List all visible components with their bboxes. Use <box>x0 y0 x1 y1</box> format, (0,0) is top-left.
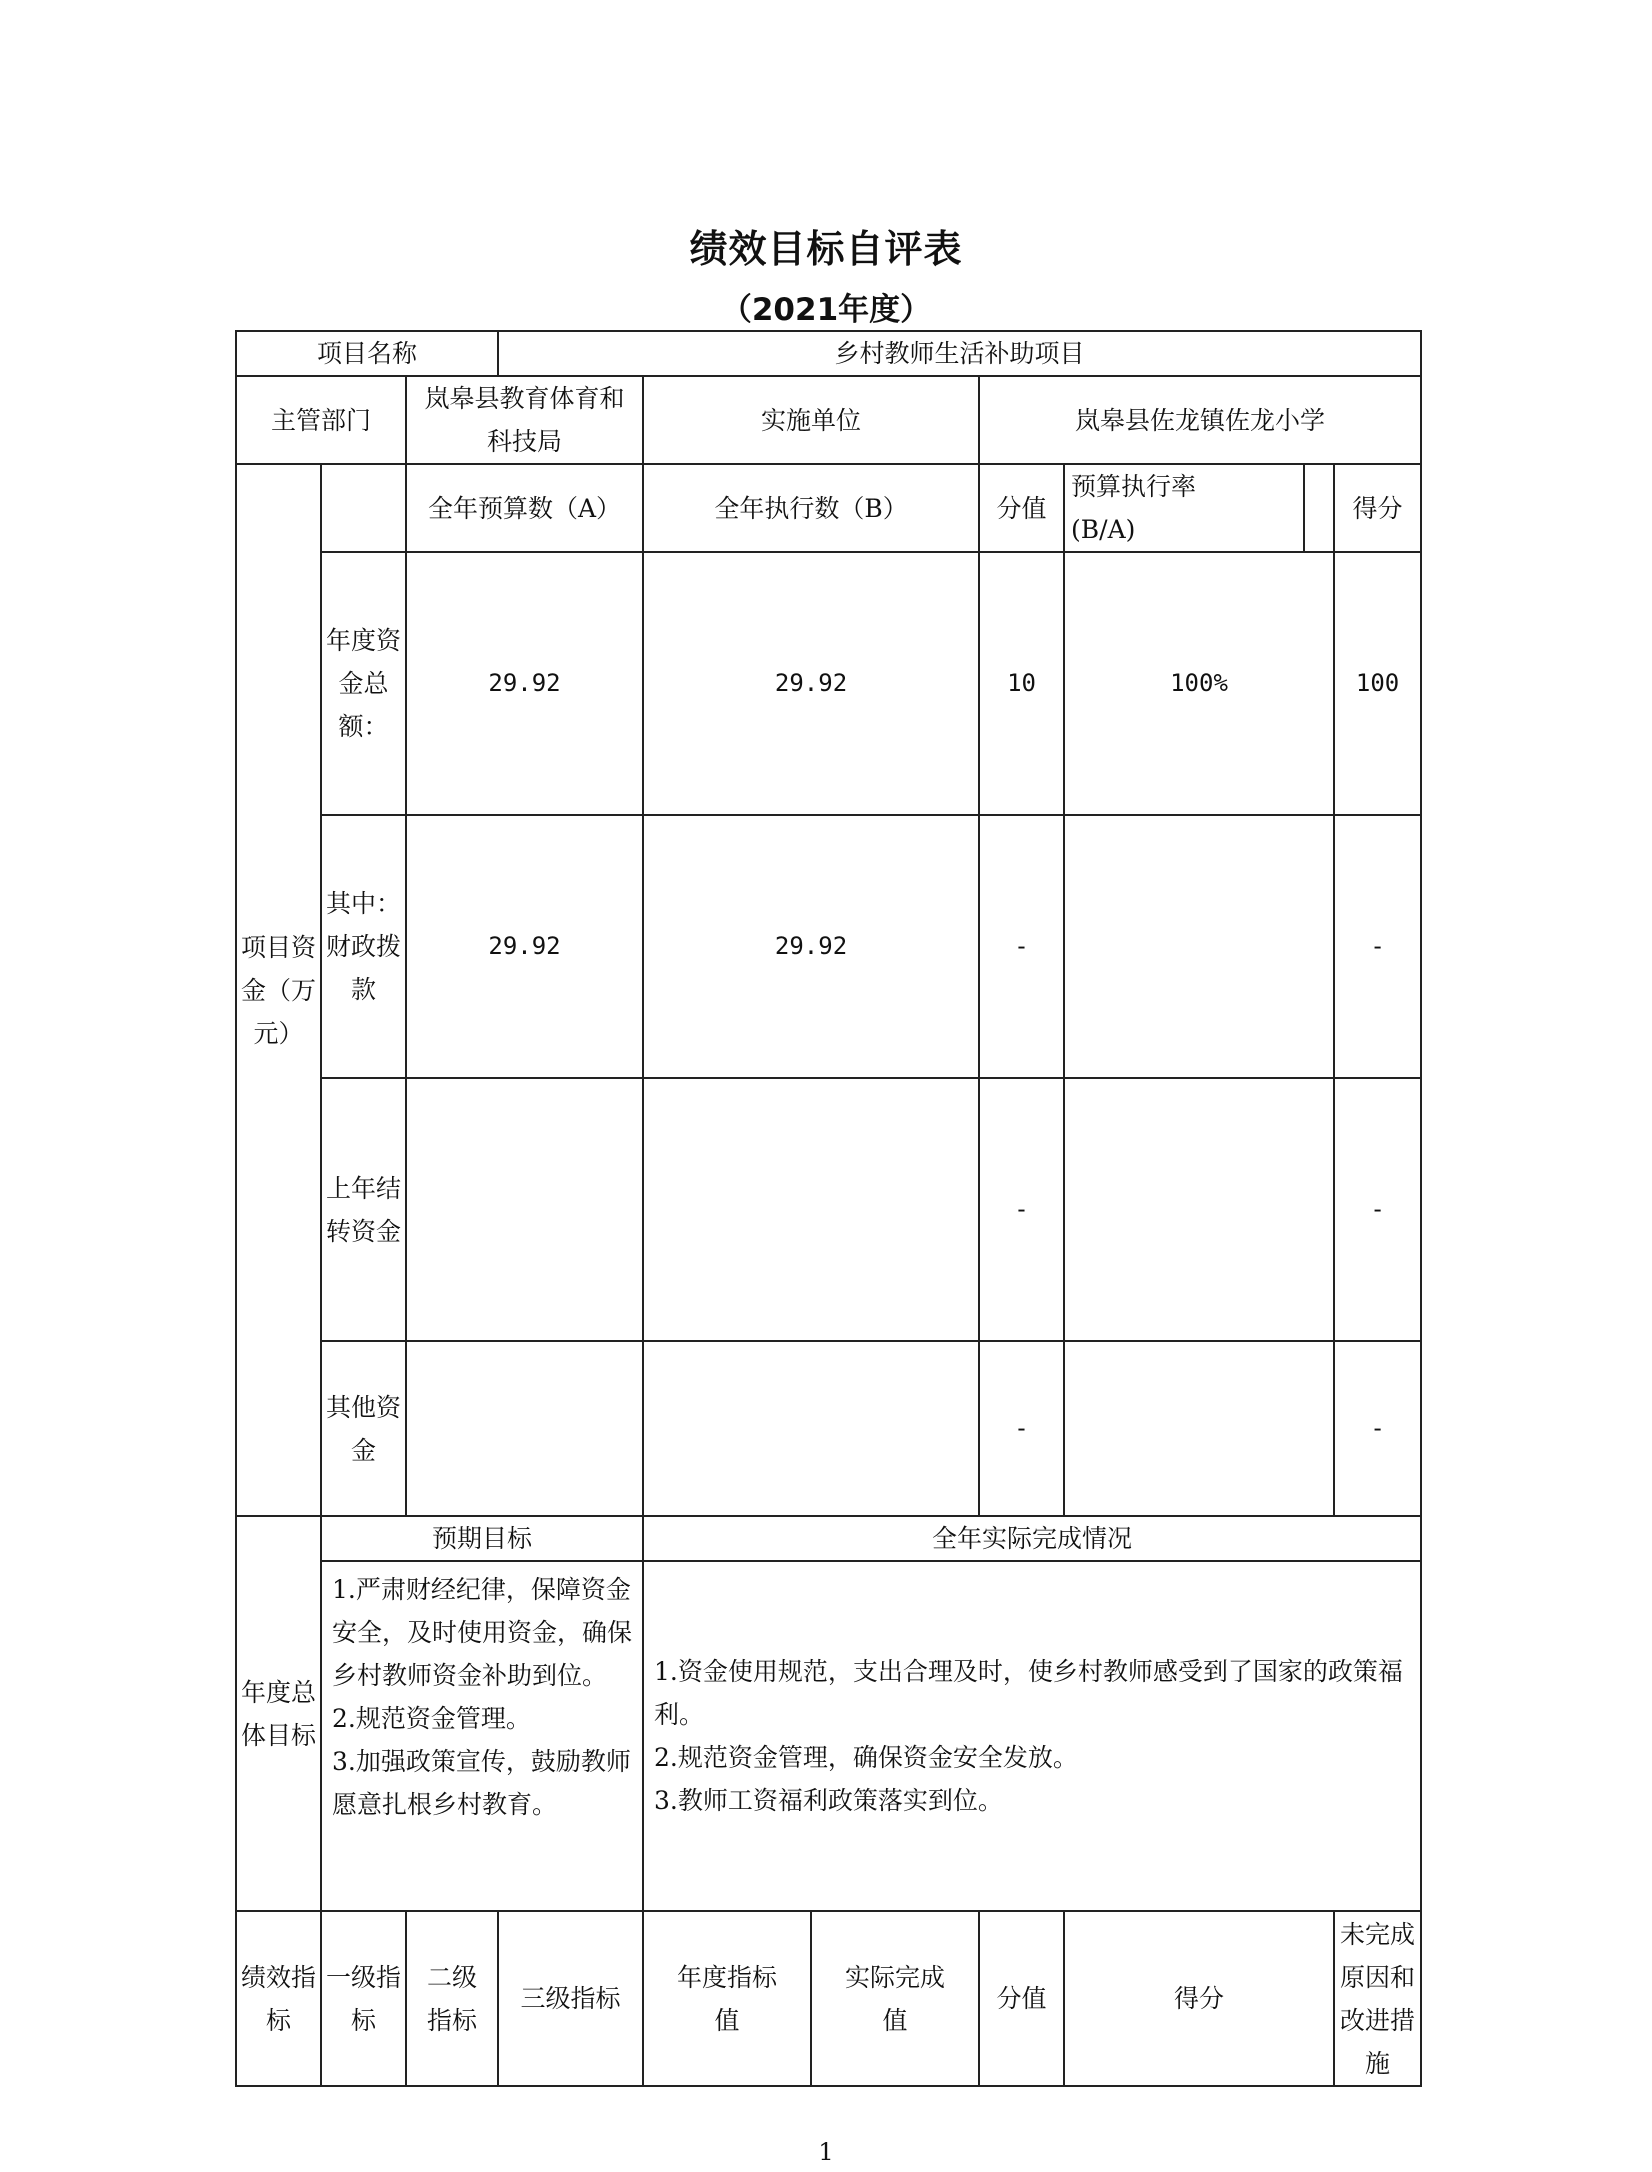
funds-row <box>236 815 1421 1078</box>
funds-row-budget <box>406 1078 643 1341</box>
actual-completion-item: 2.规范资金管理，确保资金安全发放。 <box>654 1743 1078 1772</box>
expected-goal-item: 3.加强政策宣传，鼓励教师愿意扎根乡村教育。 <box>332 1747 631 1819</box>
funds-row-rate <box>1064 815 1334 1078</box>
expected-goals-header: 预期目标 <box>321 1516 643 1561</box>
expected-goals-text <box>321 1561 643 1911</box>
funds-row-score: - <box>1334 1078 1421 1341</box>
impl-unit-label: 实施单位 <box>643 376 979 464</box>
funds-row-rate <box>1064 1341 1334 1516</box>
funds-header-blank <box>321 464 406 552</box>
funds-side-label: 项目资金（万元） <box>236 464 321 1516</box>
dept-value: 岚皋县教育体育和科技局 <box>406 376 643 464</box>
actual-completion-header: 全年实际完成情况 <box>643 1516 1421 1561</box>
budget-header: 全年预算数（A） <box>406 464 643 552</box>
level2-indicator-header: 二级指标 <box>406 1911 498 2086</box>
funds-row-score-value: 10 <box>979 552 1064 815</box>
funds-row <box>236 1341 1421 1516</box>
actual-completion-text <box>643 1561 1421 1911</box>
funds-row-score: 100 <box>1334 552 1421 815</box>
funds-row-label: 年度资金总额： <box>321 552 406 815</box>
funds-row-label: 上年结转资金 <box>321 1078 406 1341</box>
reason-header: 未完成原因和改进措施 <box>1334 1911 1421 2086</box>
dept-label: 主管部门 <box>236 376 406 464</box>
funds-row-budget: 29.92 <box>406 815 643 1078</box>
funds-row-rate <box>1064 1078 1334 1341</box>
target-value-header: 年度指标值 <box>643 1911 811 2086</box>
funds-row-executed: 29.92 <box>643 815 979 1078</box>
indicator-score-header: 得分 <box>1064 1911 1334 2086</box>
indicator-score-value-header: 分值 <box>979 1911 1064 2086</box>
rate-header: 预算执行率 (B/A) <box>1064 464 1304 552</box>
score-value-header: 分值 <box>979 464 1064 552</box>
indicators-side-label: 绩效指标 <box>236 1911 321 2086</box>
level3-indicator-header: 三级指标 <box>498 1911 643 2086</box>
funds-row-score: - <box>1334 1341 1421 1516</box>
funds-row-score-value: - <box>979 1341 1064 1516</box>
funds-header-row <box>236 464 1421 552</box>
funds-row <box>236 552 1421 815</box>
funds-row <box>236 1078 1421 1341</box>
funds-row-score-value: - <box>979 815 1064 1078</box>
funds-row-score: - <box>1334 815 1421 1078</box>
department-row <box>236 376 1421 464</box>
funds-row-score-value: - <box>979 1078 1064 1341</box>
funds-row-label: 其他资金 <box>321 1341 406 1516</box>
impl-unit-value: 岚皋县佐龙镇佐龙小学 <box>979 376 1421 464</box>
actual-completion-item: 1.资金使用规范，支出合理及时，使乡村教师感受到了国家的政策福利。 <box>654 1657 1403 1729</box>
funds-row-budget: 29.92 <box>406 552 643 815</box>
actual-completion-item: 3.教师工资福利政策落实到位。 <box>654 1786 1003 1815</box>
funds-row-label: 其中：财政拨款 <box>321 815 406 1078</box>
score-header: 得分 <box>1334 464 1421 552</box>
funds-row-executed <box>643 1078 979 1341</box>
executed-header: 全年执行数（B） <box>643 464 979 552</box>
funds-row-executed <box>643 1341 979 1516</box>
document-title: 绩效目标自评表 <box>689 227 963 271</box>
expected-goal-item: 1.严肃财经纪律，保障资金安全，及时使用资金，确保乡村教师资金补助到位。 <box>332 1575 633 1690</box>
rate-header-gap <box>1304 464 1334 552</box>
goals-content-row <box>236 1561 1421 1911</box>
project-name-row <box>236 331 1421 376</box>
level1-indicator-header: 一级指标 <box>321 1911 406 2086</box>
expected-goal-item: 2.规范资金管理。 <box>332 1704 531 1733</box>
page-number: 1 <box>818 2138 834 2166</box>
project-name-label: 项目名称 <box>236 331 498 376</box>
indicators-header-row <box>236 1911 1421 2086</box>
funds-row-executed: 29.92 <box>643 552 979 815</box>
goals-side-label: 年度总体目标 <box>236 1516 321 1911</box>
evaluation-table <box>235 330 1422 2087</box>
funds-row-budget <box>406 1341 643 1516</box>
goals-header-row <box>236 1516 1421 1561</box>
document-year: （2021年度） <box>720 292 932 328</box>
actual-value-header: 实际完成值 <box>811 1911 979 2086</box>
project-name-value: 乡村教师生活补助项目 <box>498 331 1421 376</box>
funds-row-rate: 100% <box>1064 552 1334 815</box>
